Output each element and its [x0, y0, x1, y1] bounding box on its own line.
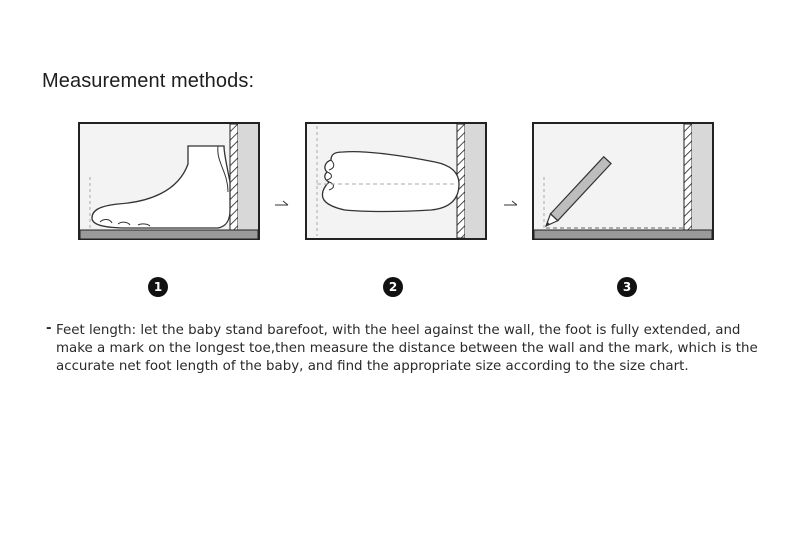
step-2-illustration: [305, 122, 487, 240]
page-title: Measurement methods:: [42, 70, 255, 92]
step-number-2: 2: [383, 277, 403, 297]
bullet-marker: -: [46, 321, 52, 336]
instructions-paragraph: [46, 322, 776, 376]
arrow-icon: [503, 196, 519, 215]
instructions-text: Feet length: let the baby stand barefoot, with the heel against the wall, the foot is fully extended, and make a mark on the longest toe,then measure the distance between the wall and the mark, which is the accurate net foot length of the baby, and find the appropriate size according to the size chart.: [56, 323, 758, 374]
foot-top-view-icon: [305, 122, 487, 240]
pencil-mark-icon: [532, 122, 714, 240]
step-number-3: 3: [617, 277, 637, 297]
step-3-illustration: [532, 122, 714, 240]
foot-side-view-icon: [78, 122, 260, 240]
step-1-illustration: [78, 122, 260, 240]
arrow-icon: [274, 196, 290, 215]
step-number-1: 1: [148, 277, 168, 297]
